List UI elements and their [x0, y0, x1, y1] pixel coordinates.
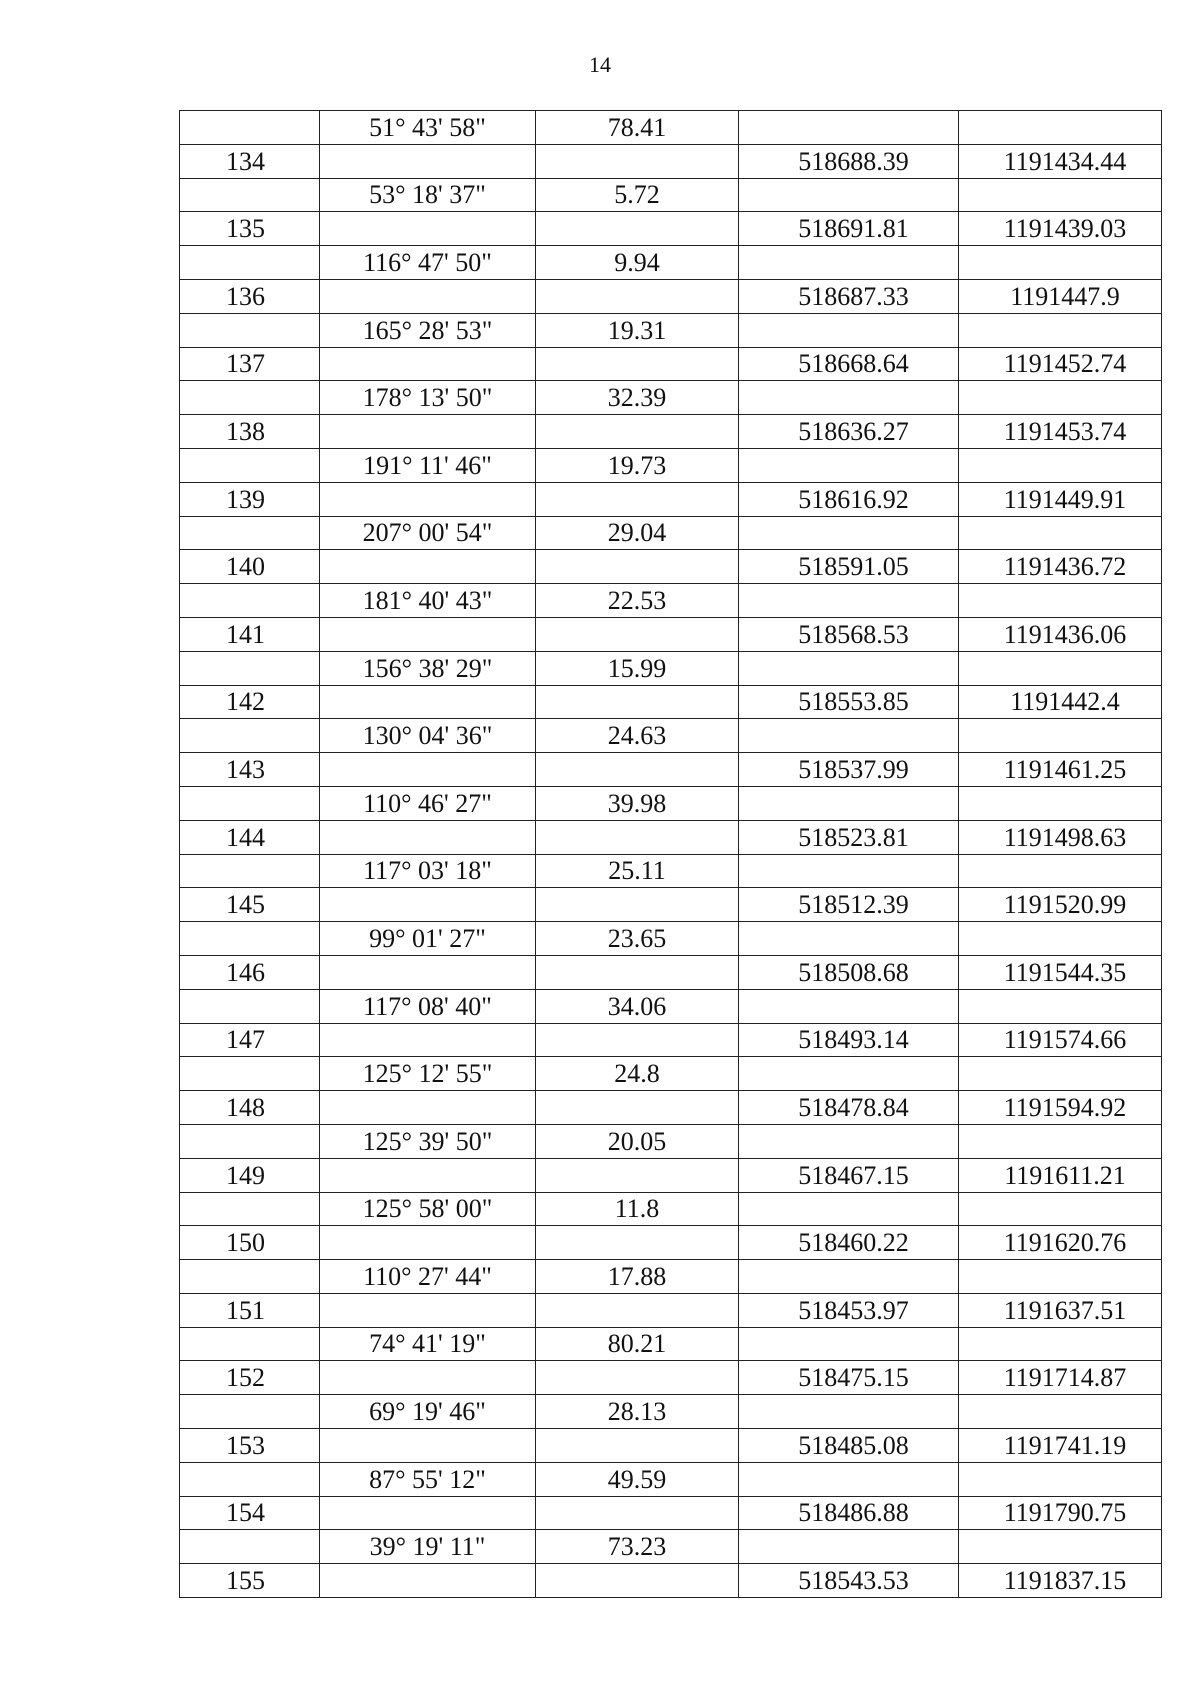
bearing-cell: [320, 1429, 536, 1463]
point-number-cell: [180, 381, 320, 415]
point-number-cell: [180, 854, 320, 888]
table-row: [180, 1226, 1162, 1260]
bearing-cell: 117° 03' 18": [320, 854, 536, 888]
distance-cell: 80.21: [536, 1327, 739, 1361]
easting-cell: [959, 1124, 1162, 1158]
bearing-cell: [320, 753, 536, 787]
table-row: [180, 753, 1162, 787]
table-row: [180, 347, 1162, 381]
northing-cell: [739, 1530, 959, 1564]
point-number-cell: 141: [180, 617, 320, 651]
easting-cell: 1191714.87: [959, 1361, 1162, 1395]
easting-cell: 1191741.19: [959, 1429, 1162, 1463]
easting-cell: 1191620.76: [959, 1226, 1162, 1260]
table-row: [180, 685, 1162, 719]
easting-cell: [959, 989, 1162, 1023]
table-row: [180, 584, 1162, 618]
bearing-cell: [320, 1091, 536, 1125]
table-row: [180, 786, 1162, 820]
distance-cell: 23.65: [536, 922, 739, 956]
bearing-cell: [320, 212, 536, 246]
bearing-cell: 53° 18' 37": [320, 178, 536, 212]
easting-cell: 1191434.44: [959, 144, 1162, 178]
northing-cell: 518616.92: [739, 482, 959, 516]
point-number-cell: 151: [180, 1293, 320, 1327]
point-number-cell: [180, 1395, 320, 1429]
easting-cell: 1191449.91: [959, 482, 1162, 516]
easting-cell: [959, 381, 1162, 415]
point-number-cell: 153: [180, 1429, 320, 1463]
distance-cell: [536, 1091, 739, 1125]
page-number: 14: [589, 52, 611, 77]
northing-cell: [739, 313, 959, 347]
point-number-cell: 147: [180, 1023, 320, 1057]
bearing-cell: [320, 888, 536, 922]
distance-cell: 24.63: [536, 719, 739, 753]
distance-cell: 49.59: [536, 1462, 739, 1496]
northing-cell: [739, 922, 959, 956]
point-number-cell: [180, 246, 320, 280]
table-row: [180, 111, 1162, 145]
distance-cell: 22.53: [536, 584, 739, 618]
point-number-cell: [180, 111, 320, 145]
table-row: [180, 1429, 1162, 1463]
easting-cell: [959, 854, 1162, 888]
point-number-cell: [180, 516, 320, 550]
distance-cell: [536, 1226, 739, 1260]
easting-cell: [959, 1530, 1162, 1564]
bearing-cell: [320, 347, 536, 381]
northing-cell: 518523.81: [739, 820, 959, 854]
easting-cell: 1191520.99: [959, 888, 1162, 922]
easting-cell: [959, 1395, 1162, 1429]
bearing-cell: [320, 144, 536, 178]
point-number-cell: [180, 448, 320, 482]
table-row: [180, 1293, 1162, 1327]
distance-cell: 20.05: [536, 1124, 739, 1158]
northing-cell: [739, 989, 959, 1023]
table-row: [180, 415, 1162, 449]
northing-cell: 518636.27: [739, 415, 959, 449]
point-number-cell: [180, 651, 320, 685]
bearing-cell: 207° 00' 54": [320, 516, 536, 550]
northing-cell: [739, 246, 959, 280]
northing-cell: [739, 584, 959, 618]
table-row: [180, 1260, 1162, 1294]
easting-cell: [959, 178, 1162, 212]
point-number-cell: 139: [180, 482, 320, 516]
table-row: [180, 246, 1162, 280]
distance-cell: [536, 1023, 739, 1057]
easting-cell: [959, 719, 1162, 753]
distance-cell: [536, 482, 739, 516]
northing-cell: [739, 1057, 959, 1091]
point-number-cell: 155: [180, 1564, 320, 1598]
bearing-cell: [320, 1226, 536, 1260]
point-number-cell: 137: [180, 347, 320, 381]
table-row: [180, 820, 1162, 854]
point-number-cell: 146: [180, 955, 320, 989]
table-row: [180, 617, 1162, 651]
bearing-cell: [320, 1564, 536, 1598]
bearing-cell: 125° 39' 50": [320, 1124, 536, 1158]
table-row: [180, 854, 1162, 888]
bearing-cell: 51° 43' 58": [320, 111, 536, 145]
distance-cell: 78.41: [536, 111, 739, 145]
distance-cell: 11.8: [536, 1192, 739, 1226]
northing-cell: 518453.97: [739, 1293, 959, 1327]
table-row: [180, 922, 1162, 956]
northing-cell: [739, 1395, 959, 1429]
table-row: [180, 1462, 1162, 1496]
northing-cell: 518591.05: [739, 550, 959, 584]
northing-cell: [739, 516, 959, 550]
point-number-cell: 145: [180, 888, 320, 922]
bearing-cell: [320, 1158, 536, 1192]
distance-cell: [536, 212, 739, 246]
easting-cell: [959, 651, 1162, 685]
bearing-cell: 191° 11' 46": [320, 448, 536, 482]
table-row: [180, 888, 1162, 922]
table-row: [180, 1361, 1162, 1395]
distance-cell: [536, 753, 739, 787]
bearing-cell: [320, 415, 536, 449]
point-number-cell: [180, 178, 320, 212]
easting-cell: 1191436.72: [959, 550, 1162, 584]
bearing-cell: 99° 01' 27": [320, 922, 536, 956]
easting-cell: 1191611.21: [959, 1158, 1162, 1192]
distance-cell: 34.06: [536, 989, 739, 1023]
easting-cell: 1191439.03: [959, 212, 1162, 246]
distance-cell: [536, 1564, 739, 1598]
northing-cell: 518508.68: [739, 955, 959, 989]
table-row: [180, 1158, 1162, 1192]
bearing-cell: 125° 12' 55": [320, 1057, 536, 1091]
distance-cell: 39.98: [536, 786, 739, 820]
point-number-cell: [180, 719, 320, 753]
distance-cell: [536, 820, 739, 854]
point-number-cell: [180, 922, 320, 956]
point-number-cell: [180, 1124, 320, 1158]
distance-cell: 28.13: [536, 1395, 739, 1429]
table-row: [180, 955, 1162, 989]
northing-cell: [739, 1462, 959, 1496]
distance-cell: [536, 1158, 739, 1192]
bearing-cell: 165° 28' 53": [320, 313, 536, 347]
table-row: [180, 212, 1162, 246]
point-number-cell: [180, 1057, 320, 1091]
distance-cell: [536, 347, 739, 381]
table-row: [180, 313, 1162, 347]
northing-cell: [739, 1327, 959, 1361]
distance-cell: [536, 1293, 739, 1327]
point-number-cell: [180, 1327, 320, 1361]
point-number-cell: 135: [180, 212, 320, 246]
distance-cell: 73.23: [536, 1530, 739, 1564]
distance-cell: 9.94: [536, 246, 739, 280]
table-row: [180, 1023, 1162, 1057]
easting-cell: [959, 516, 1162, 550]
table-row: [180, 989, 1162, 1023]
easting-cell: [959, 111, 1162, 145]
bearing-cell: 110° 27' 44": [320, 1260, 536, 1294]
distance-cell: 19.31: [536, 313, 739, 347]
table-row: [180, 1091, 1162, 1125]
northing-cell: [739, 381, 959, 415]
table-row: [180, 381, 1162, 415]
bearing-cell: 181° 40' 43": [320, 584, 536, 618]
easting-cell: [959, 1260, 1162, 1294]
table-row: [180, 1124, 1162, 1158]
northing-cell: 518460.22: [739, 1226, 959, 1260]
point-number-cell: [180, 313, 320, 347]
bearing-cell: 125° 58' 00": [320, 1192, 536, 1226]
point-number-cell: [180, 989, 320, 1023]
bearing-cell: 69° 19' 46": [320, 1395, 536, 1429]
point-number-cell: [180, 786, 320, 820]
table-row: [180, 279, 1162, 313]
point-number-cell: 148: [180, 1091, 320, 1125]
northing-cell: 518668.64: [739, 347, 959, 381]
easting-cell: [959, 1192, 1162, 1226]
point-number-cell: 134: [180, 144, 320, 178]
easting-cell: [959, 584, 1162, 618]
easting-cell: 1191594.92: [959, 1091, 1162, 1125]
easting-cell: 1191447.9: [959, 279, 1162, 313]
easting-cell: [959, 313, 1162, 347]
bearing-cell: [320, 685, 536, 719]
bearing-cell: 74° 41' 19": [320, 1327, 536, 1361]
easting-cell: 1191637.51: [959, 1293, 1162, 1327]
northing-cell: [739, 448, 959, 482]
table-row: [180, 1057, 1162, 1091]
northing-cell: 518467.15: [739, 1158, 959, 1192]
easting-cell: 1191790.75: [959, 1496, 1162, 1530]
point-number-cell: [180, 1462, 320, 1496]
northing-cell: [739, 178, 959, 212]
northing-cell: [739, 786, 959, 820]
bearing-cell: 110° 46' 27": [320, 786, 536, 820]
distance-cell: 24.8: [536, 1057, 739, 1091]
northing-cell: 518691.81: [739, 212, 959, 246]
easting-cell: 1191544.35: [959, 955, 1162, 989]
bearing-cell: [320, 1361, 536, 1395]
point-number-cell: 149: [180, 1158, 320, 1192]
northing-cell: [739, 719, 959, 753]
table-row: [180, 1192, 1162, 1226]
table-row: [180, 1395, 1162, 1429]
distance-cell: 32.39: [536, 381, 739, 415]
table-row: [180, 651, 1162, 685]
northing-cell: 518475.15: [739, 1361, 959, 1395]
bearing-cell: 116° 47' 50": [320, 246, 536, 280]
point-number-cell: [180, 1260, 320, 1294]
point-number-cell: 152: [180, 1361, 320, 1395]
easting-cell: 1191436.06: [959, 617, 1162, 651]
northing-cell: 518688.39: [739, 144, 959, 178]
bearing-cell: 130° 04' 36": [320, 719, 536, 753]
bearing-cell: 39° 19' 11": [320, 1530, 536, 1564]
easting-cell: [959, 1327, 1162, 1361]
table-body: [180, 111, 1162, 1598]
northing-cell: 518537.99: [739, 753, 959, 787]
point-number-cell: 154: [180, 1496, 320, 1530]
bearing-cell: [320, 482, 536, 516]
bearing-cell: 178° 13' 50": [320, 381, 536, 415]
distance-cell: [536, 888, 739, 922]
bearing-cell: [320, 1293, 536, 1327]
northing-cell: [739, 1192, 959, 1226]
easting-cell: [959, 786, 1162, 820]
bearing-cell: 87° 55' 12": [320, 1462, 536, 1496]
easting-cell: [959, 1057, 1162, 1091]
distance-cell: 29.04: [536, 516, 739, 550]
bearing-cell: [320, 1023, 536, 1057]
point-number-cell: [180, 1530, 320, 1564]
table-row: [180, 448, 1162, 482]
northing-cell: 518512.39: [739, 888, 959, 922]
northing-cell: [739, 651, 959, 685]
easting-cell: [959, 922, 1162, 956]
bearing-cell: [320, 279, 536, 313]
distance-cell: 17.88: [536, 1260, 739, 1294]
northing-cell: 518485.08: [739, 1429, 959, 1463]
point-number-cell: [180, 1192, 320, 1226]
table-row: [180, 516, 1162, 550]
northing-cell: 518543.53: [739, 1564, 959, 1598]
distance-cell: 19.73: [536, 448, 739, 482]
table-row: [180, 178, 1162, 212]
northing-cell: [739, 1124, 959, 1158]
point-number-cell: 136: [180, 279, 320, 313]
easting-cell: [959, 448, 1162, 482]
northing-cell: 518568.53: [739, 617, 959, 651]
table-row: [180, 144, 1162, 178]
northing-cell: [739, 111, 959, 145]
table-row: [180, 1496, 1162, 1530]
distance-cell: [536, 1361, 739, 1395]
northing-cell: 518486.88: [739, 1496, 959, 1530]
distance-cell: [536, 144, 739, 178]
table-row: [180, 1564, 1162, 1598]
bearing-cell: [320, 1496, 536, 1530]
northing-cell: 518553.85: [739, 685, 959, 719]
point-number-cell: 138: [180, 415, 320, 449]
table-row: [180, 482, 1162, 516]
bearing-cell: 117° 08' 40": [320, 989, 536, 1023]
easting-cell: 1191461.25: [959, 753, 1162, 787]
bearing-cell: [320, 550, 536, 584]
distance-cell: [536, 279, 739, 313]
point-number-cell: [180, 584, 320, 618]
easting-cell: 1191453.74: [959, 415, 1162, 449]
table-row: [180, 1530, 1162, 1564]
point-number-cell: 140: [180, 550, 320, 584]
northing-cell: [739, 1260, 959, 1294]
distance-cell: 25.11: [536, 854, 739, 888]
easting-cell: [959, 246, 1162, 280]
distance-cell: [536, 1429, 739, 1463]
easting-cell: 1191574.66: [959, 1023, 1162, 1057]
distance-cell: [536, 955, 739, 989]
point-number-cell: 144: [180, 820, 320, 854]
bearing-cell: [320, 617, 536, 651]
easting-cell: 1191442.4: [959, 685, 1162, 719]
distance-cell: [536, 415, 739, 449]
table-row: [180, 1327, 1162, 1361]
point-number-cell: 150: [180, 1226, 320, 1260]
distance-cell: [536, 550, 739, 584]
northing-cell: 518478.84: [739, 1091, 959, 1125]
bearing-cell: 156° 38' 29": [320, 651, 536, 685]
easting-cell: 1191452.74: [959, 347, 1162, 381]
easting-cell: 1191837.15: [959, 1564, 1162, 1598]
bearing-cell: [320, 820, 536, 854]
distance-cell: [536, 685, 739, 719]
northing-cell: [739, 854, 959, 888]
survey-coordinates-table: [179, 110, 1162, 1598]
northing-cell: 518687.33: [739, 279, 959, 313]
easting-cell: [959, 1462, 1162, 1496]
table-row: [180, 719, 1162, 753]
distance-cell: [536, 617, 739, 651]
distance-cell: 15.99: [536, 651, 739, 685]
distance-cell: 5.72: [536, 178, 739, 212]
northing-cell: 518493.14: [739, 1023, 959, 1057]
table-row: [180, 550, 1162, 584]
point-number-cell: 143: [180, 753, 320, 787]
point-number-cell: 142: [180, 685, 320, 719]
easting-cell: 1191498.63: [959, 820, 1162, 854]
bearing-cell: [320, 955, 536, 989]
distance-cell: [536, 1496, 739, 1530]
